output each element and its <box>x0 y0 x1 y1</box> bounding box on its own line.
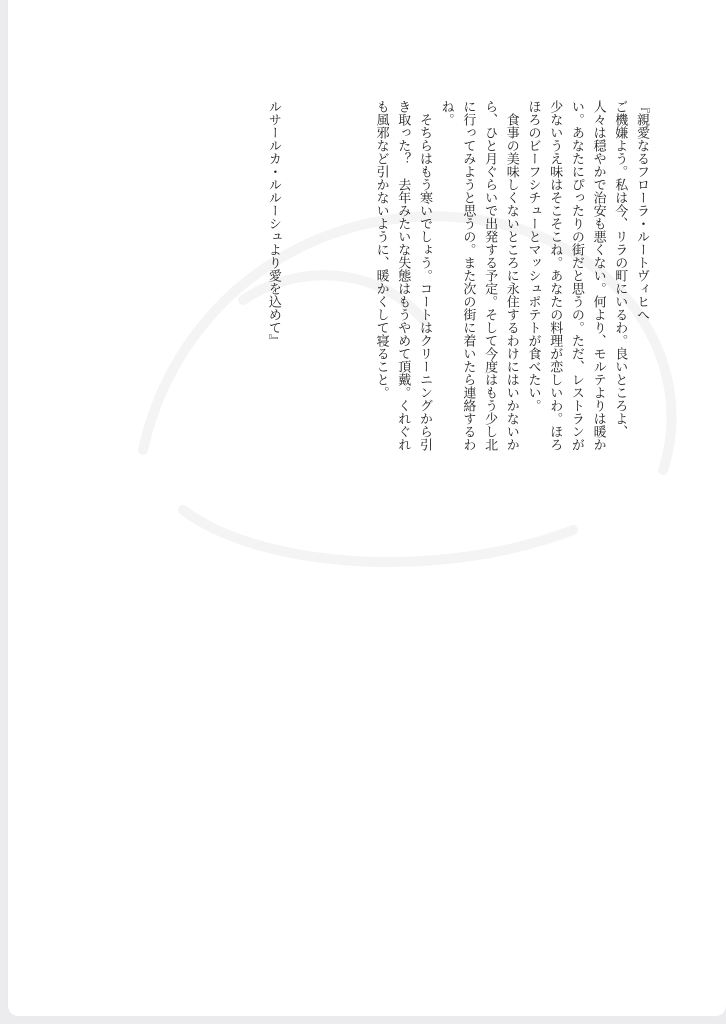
letter-line: 少ないうえ味はそこそこね。あなたの料理が恋しいわ。ほろ <box>547 100 563 451</box>
letter-line: も風邪など引かないように、暖かくして寝ること。 <box>373 100 389 399</box>
letter-line: ほろのビーフシチューとマッシュポテトが食べたい。 <box>525 100 541 412</box>
signature-spacer <box>284 100 370 620</box>
letter-page <box>8 0 726 1016</box>
letter-line: ね。 <box>438 100 454 126</box>
letter-line: い。あなたにぴったりの街だと思うの。ただ、レストランが <box>568 100 584 451</box>
letter-line: き取った？ 去年みたいな失態はもうやめて頂戴。くれぐれ <box>395 100 411 451</box>
letter-body <box>262 100 652 620</box>
letter-salutation: 『親愛なるフローラ・ルートヴィヒへ <box>634 100 649 321</box>
letter-line: 人々は穏やかで治安も悪くない。何より、モルテよりは暖か <box>590 100 606 451</box>
letter-signature: ルサールカ・ルルーシュより愛を込めて』 <box>265 100 281 347</box>
letter-line: 食事の美味しくないところに永住するわけにはいかないか <box>503 100 519 451</box>
letter-line: ら、ひと月ぐらいで出発する予定。そして今度はもう少し北 <box>482 100 498 451</box>
letter-line: ご機嫌よう。私は今、リラの町にいるわ。良いところよ、 <box>612 100 628 438</box>
letter-line: に行ってみようと思うの。また次の街に着いたら連絡するわ <box>460 100 476 451</box>
letter-line: そちらはもう寒いでしょう。コートはクリーニングから引 <box>416 100 432 451</box>
